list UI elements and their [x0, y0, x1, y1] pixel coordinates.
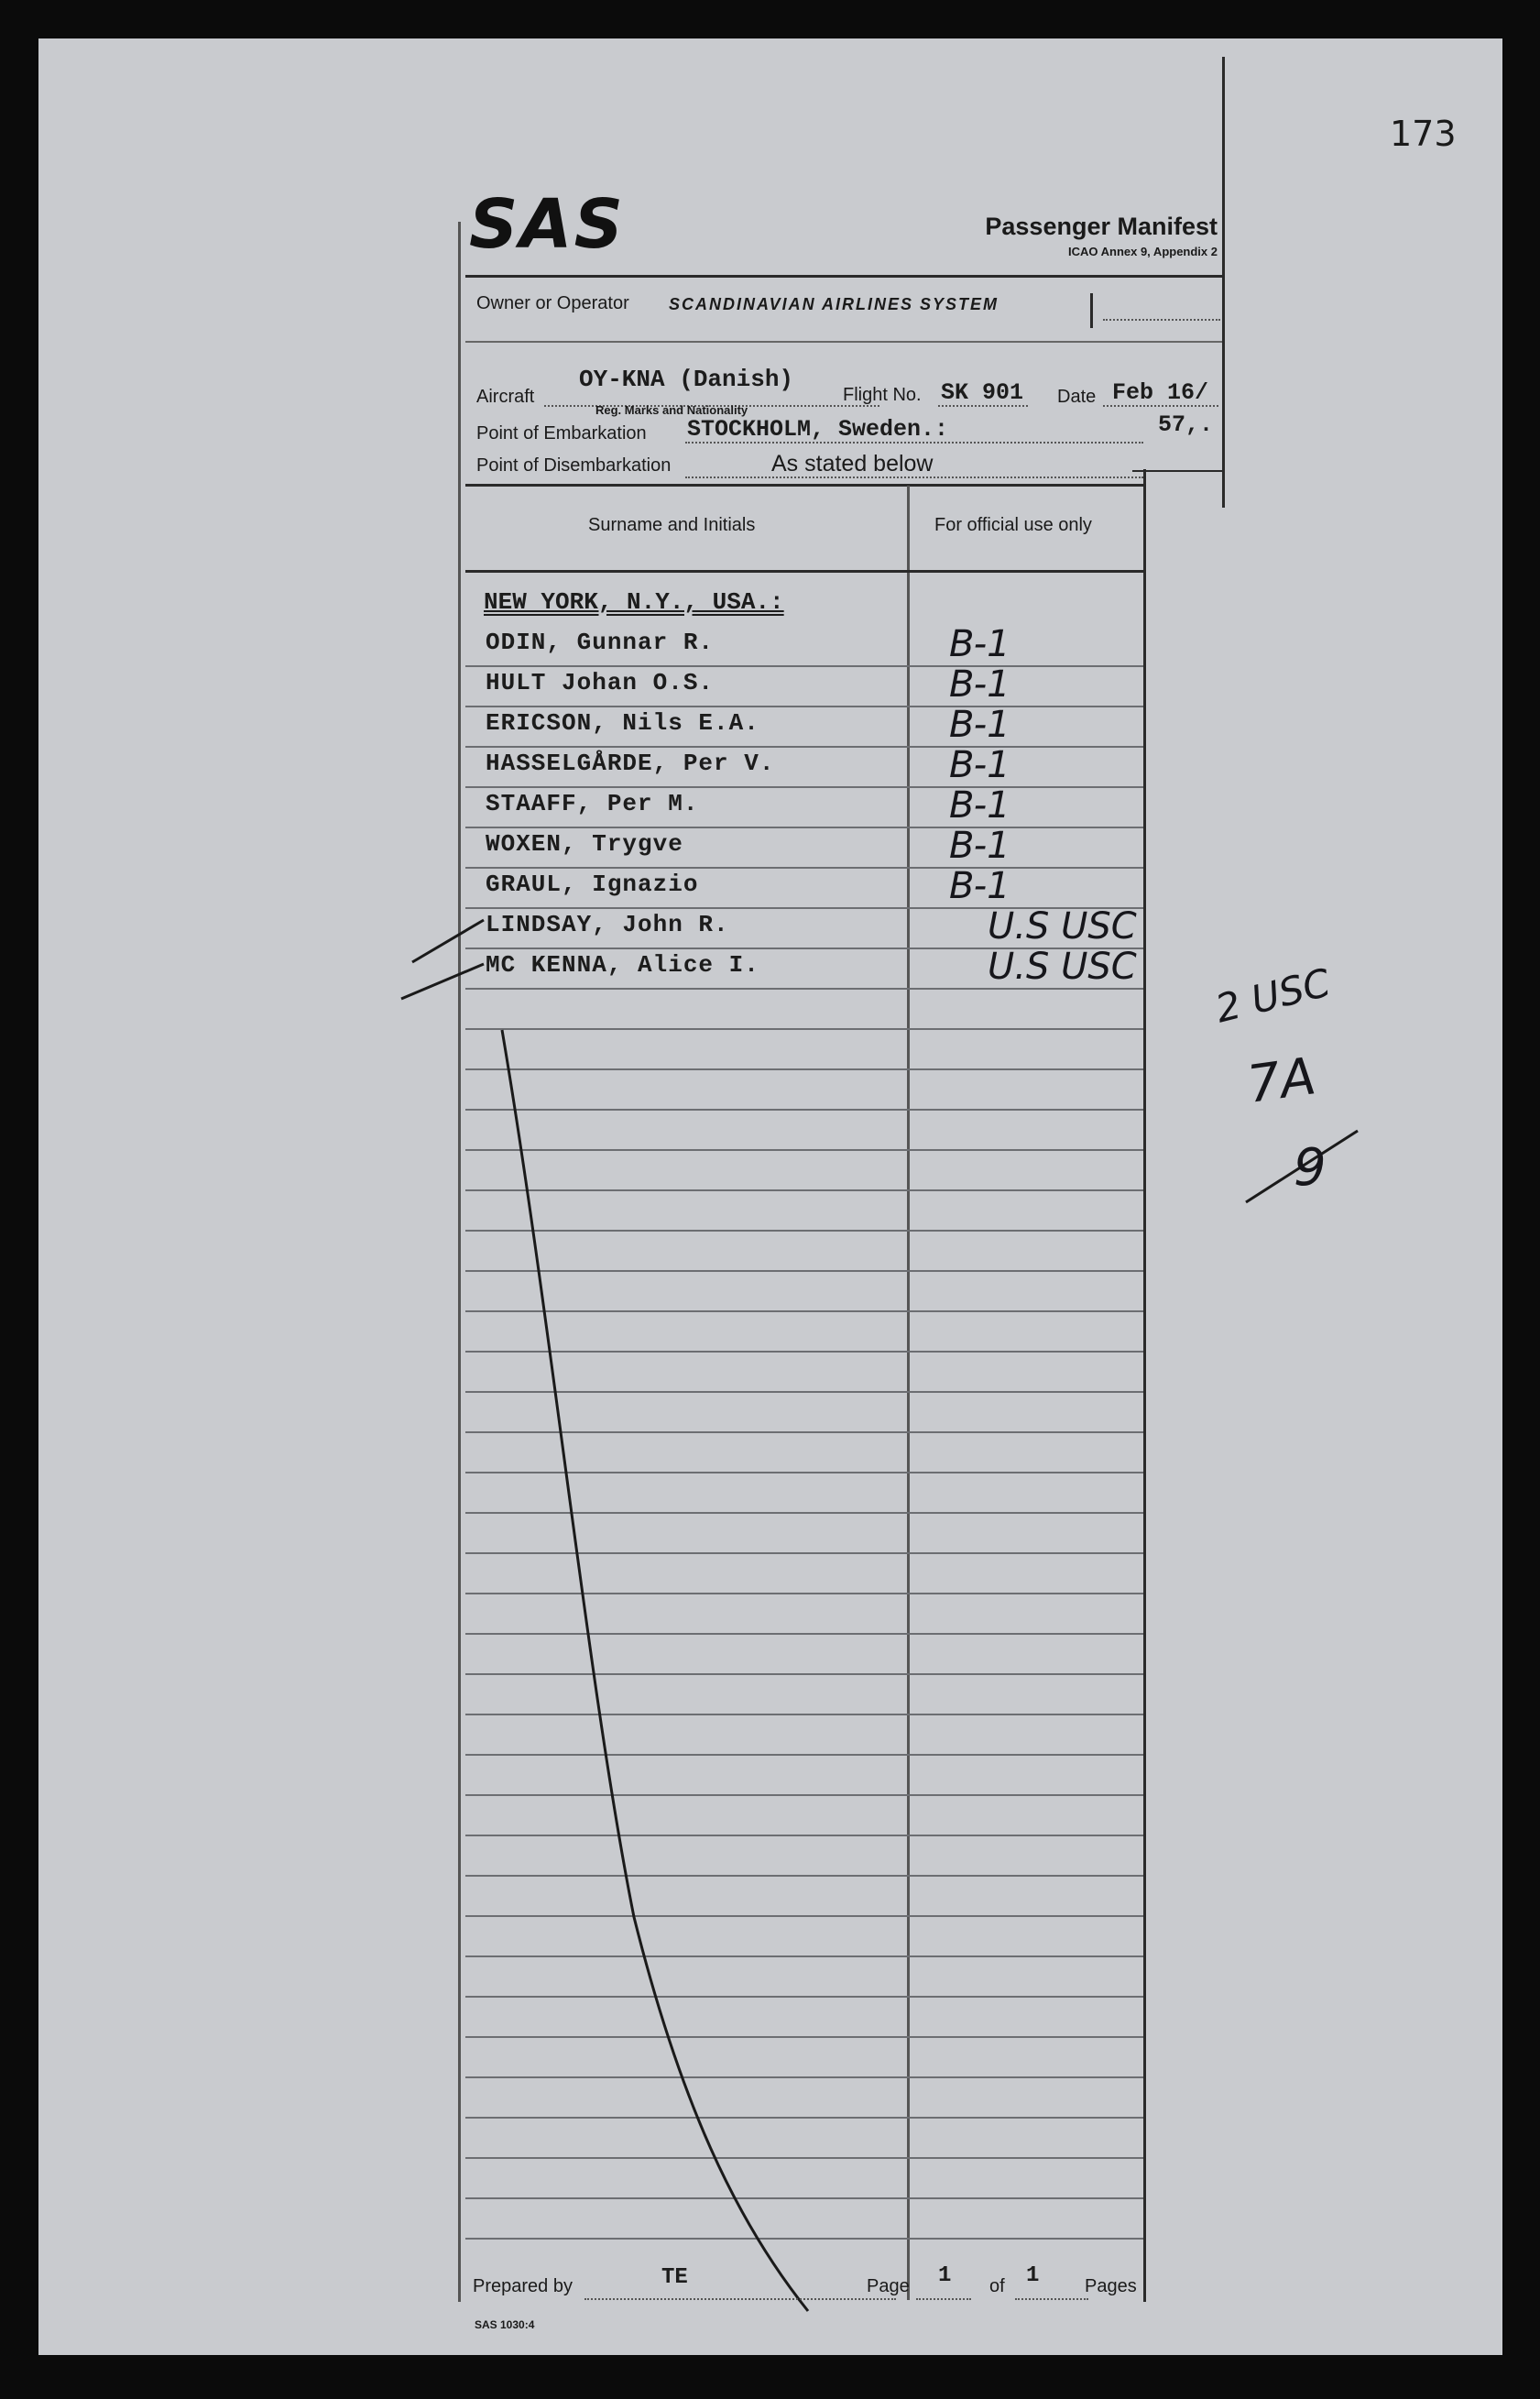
passenger-name: HASSELGÅRDE, Per V.: [486, 750, 775, 777]
date-value: Feb 16/: [1112, 379, 1209, 406]
date-year: 57,.: [1158, 411, 1214, 438]
document-sheet: [38, 38, 1502, 2355]
margin-note-top: 7A: [1243, 1046, 1320, 1115]
operator-label: Owner or Operator: [476, 293, 629, 313]
aircraft-value: OY-KNA (Danish): [579, 366, 794, 393]
passenger-name: MC KENNA, Alice I.: [486, 951, 759, 979]
official-mark: B-1: [949, 865, 1010, 907]
official-mark: B-1: [949, 663, 1010, 706]
page-number: 173: [1390, 114, 1457, 154]
passenger-name: HULT Johan O.S.: [486, 669, 715, 696]
prepared-by-label: Prepared by: [473, 2276, 573, 2296]
page-label: Page: [867, 2276, 910, 2296]
of-label: of: [989, 2276, 1005, 2296]
reg-marks-label: Reg. Marks and Nationality: [595, 403, 748, 417]
passenger-name: LINDSAY, John R.: [486, 911, 729, 938]
flight-no-label: Flight No.: [843, 385, 922, 405]
passenger-name: WOXEN, Trygve: [486, 830, 683, 858]
official-mark: B-1: [949, 744, 1010, 786]
column-header-official: For official use only: [934, 515, 1092, 535]
margin-note-usc: 2 USC: [1210, 959, 1335, 1032]
tick-mark-lindsay: [412, 920, 484, 962]
margin-note-bottom: 9: [1294, 1138, 1327, 1198]
official-mark: U.S USC: [988, 946, 1137, 988]
prepared-by-dotted-line: [584, 2298, 896, 2300]
disembarkation-value: As stated below: [771, 451, 934, 477]
embarkation-value: STOCKHOLM, Sweden.:: [687, 416, 949, 443]
official-mark: B-1: [949, 704, 1010, 746]
official-mark: B-1: [949, 623, 1010, 665]
official-mark: B-1: [949, 784, 1010, 827]
page-dotted-line: [916, 2298, 971, 2300]
passenger-name: GRAUL, Ignazio: [486, 871, 699, 898]
prepared-by-value: TE: [661, 2265, 688, 2290]
operator-value: SCANDINAVIAN AIRLINES SYSTEM: [669, 295, 999, 313]
column-header-names: Surname and Initials: [588, 515, 756, 535]
destination: NEW YORK, N.Y., USA.:: [484, 588, 784, 616]
of-dotted-line: [1015, 2298, 1088, 2300]
date-label: Date: [1057, 387, 1097, 407]
embarkation-label: Point of Embarkation: [476, 423, 647, 444]
tick-mark-mckenna: [401, 964, 484, 999]
aircraft-label: Aircraft: [476, 387, 535, 407]
page-value: 1: [938, 2263, 952, 2288]
passenger-name: ODIN, Gunnar R.: [486, 629, 715, 656]
flight-no-value: SK 901: [941, 379, 1024, 406]
manifest-title: Passenger Manifest: [985, 213, 1218, 240]
official-mark: U.S USC: [988, 905, 1137, 948]
pages-label: Pages: [1085, 2276, 1137, 2296]
official-mark: B-1: [949, 825, 1010, 867]
of-value: 1: [1026, 2263, 1040, 2288]
handwritten-marks: [38, 38, 1502, 2355]
sas-logo: SAS: [469, 185, 625, 264]
passenger-name: STAAFF, Per M.: [486, 790, 699, 817]
form-code: SAS 1030:4: [475, 2318, 535, 2331]
manifest-reference: ICAO Annex 9, Appendix 2: [1067, 245, 1218, 258]
passenger-name: ERICSON, Nils E.A.: [486, 709, 759, 737]
disembarkation-label: Point of Disembarkation: [476, 455, 672, 476]
strike-through-line: [502, 1030, 808, 2311]
